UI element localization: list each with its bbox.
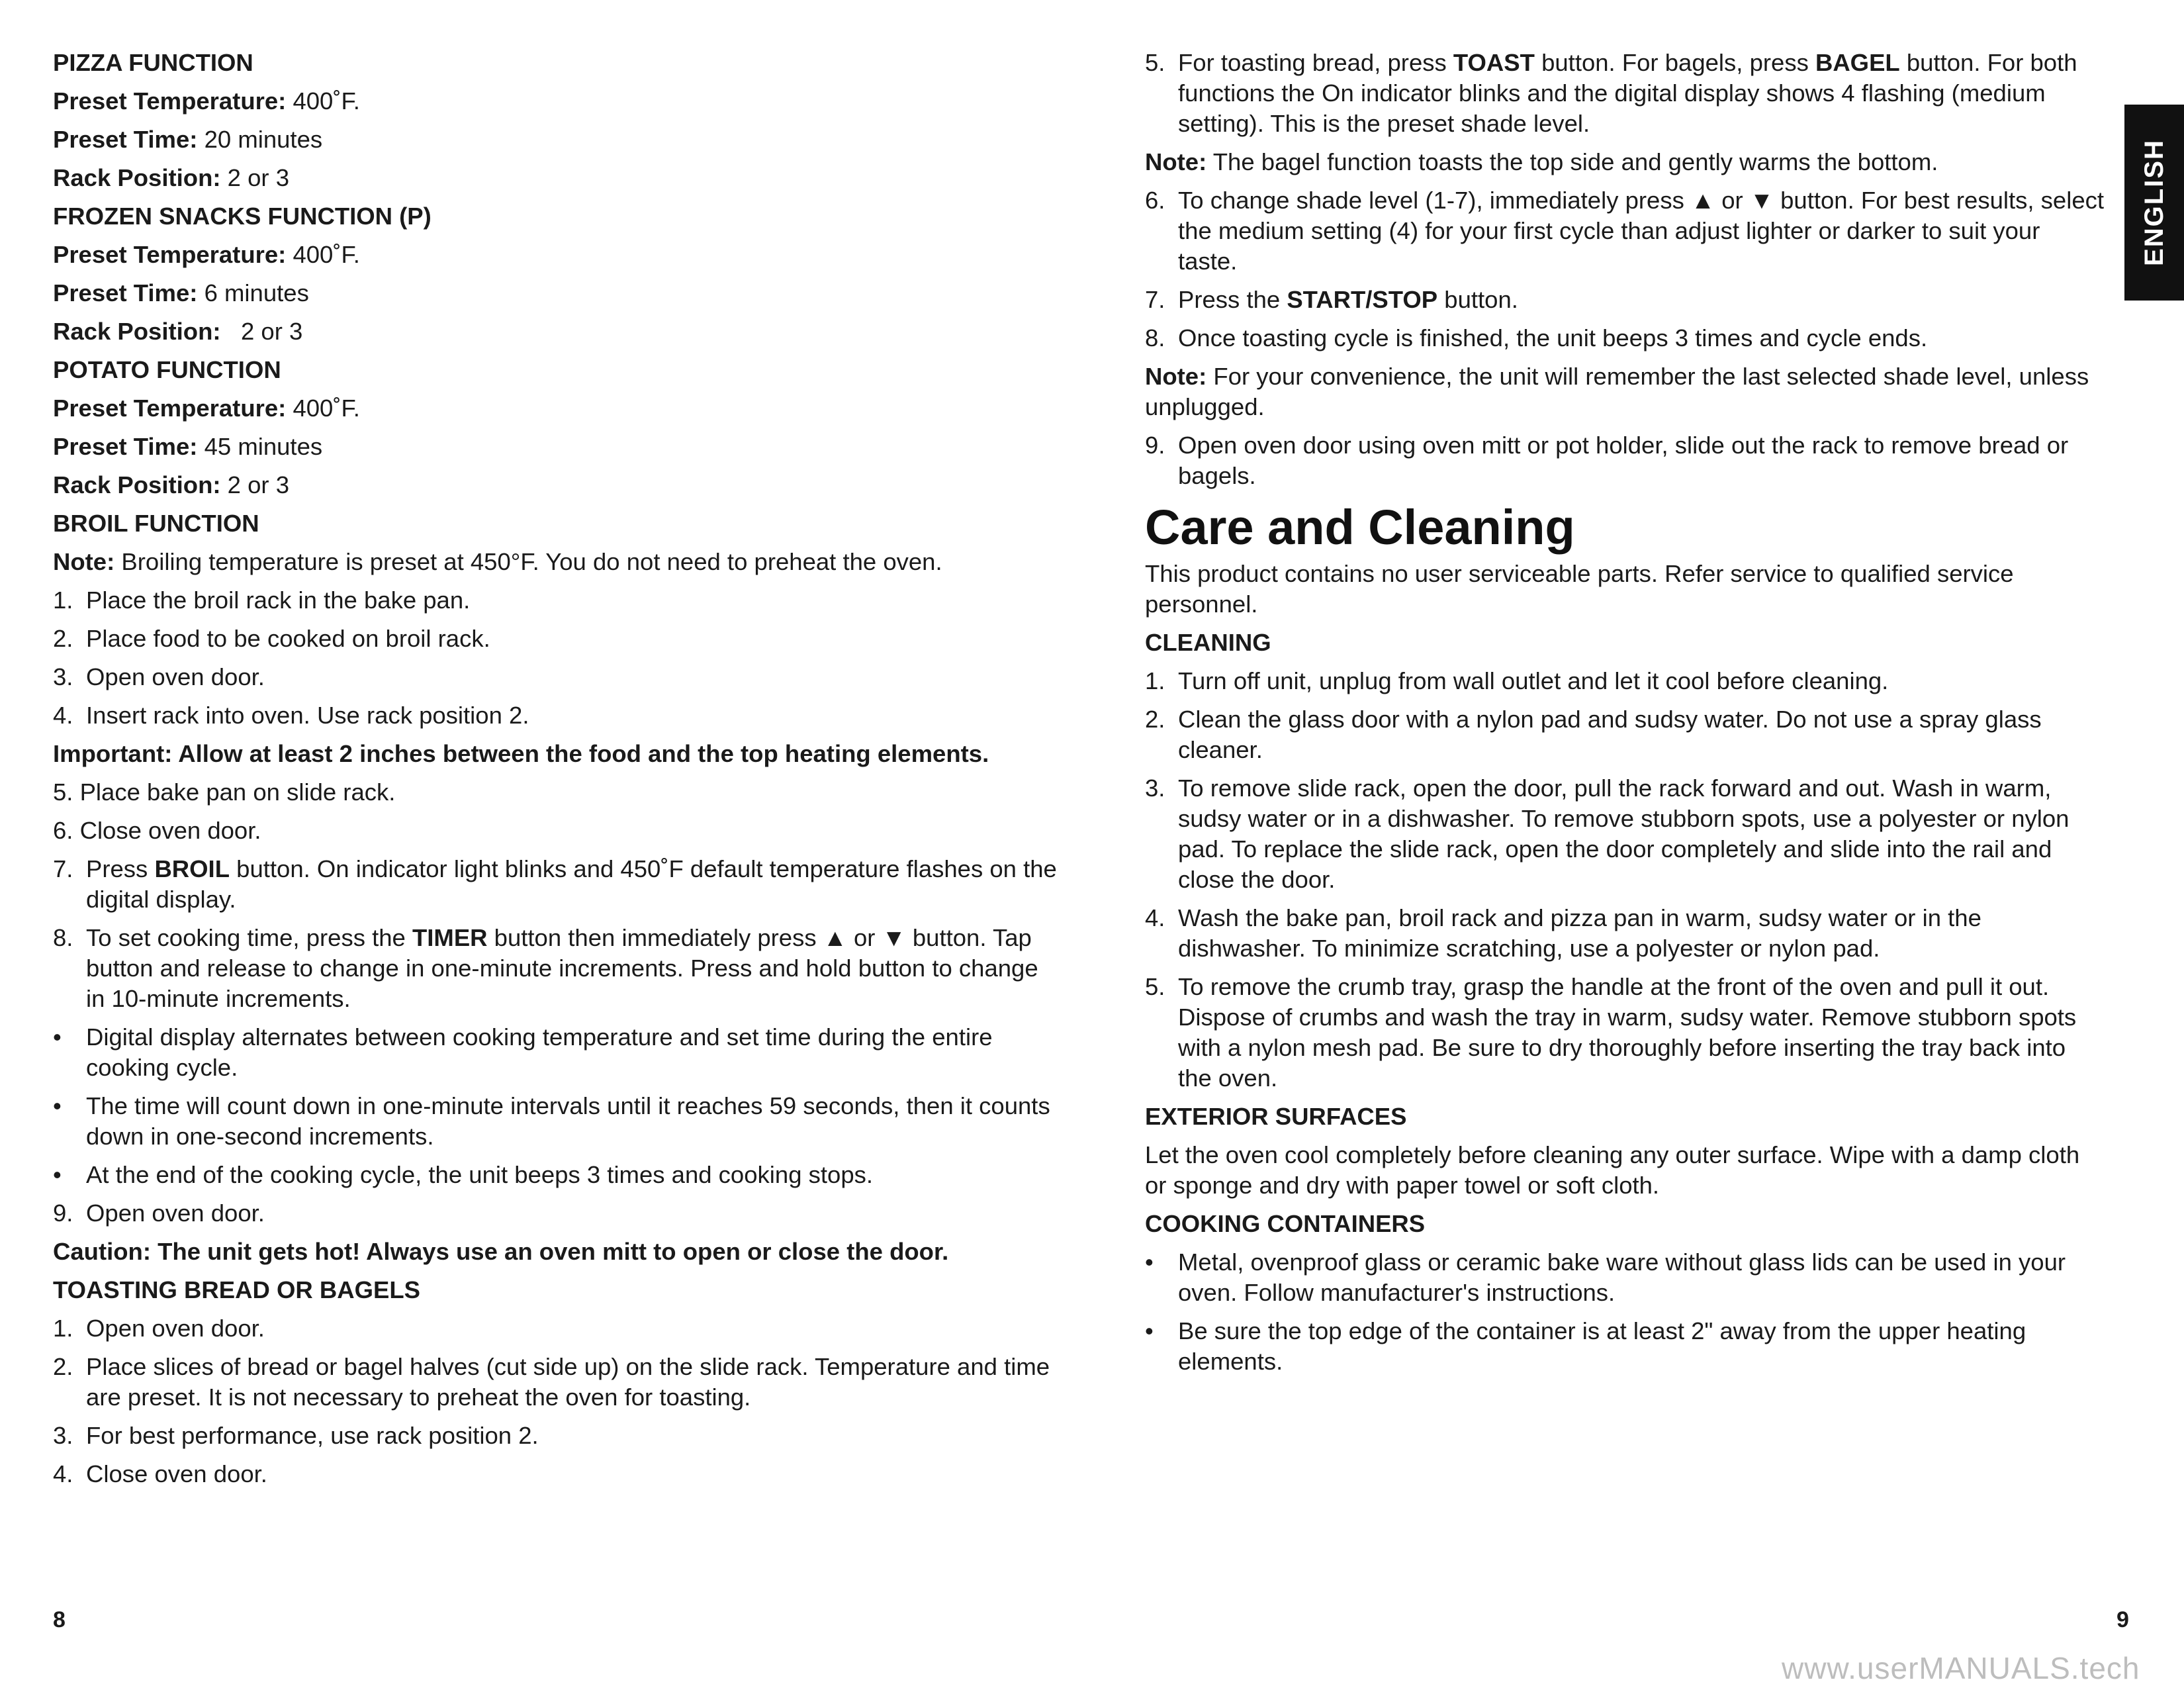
bullet-item: • At the end of the cooking cycle, the unit beeps 3 times and cooking stops. bbox=[53, 1161, 874, 1188]
list-item: 4. Insert rack into oven. Use rack position 2. bbox=[53, 702, 529, 729]
broil-bullets bbox=[53, 1022, 1059, 1190]
bullet-item: • Be sure the top edge of the container is at least 2" away from the upper heating elements. bbox=[1145, 1317, 2026, 1375]
list-item: 1. Place the broil rack in the bake pan. bbox=[53, 586, 471, 614]
toasting-steps-list bbox=[53, 1313, 1059, 1489]
toast-step-6: 6. To change shade level (1-7), immediately press ▲ or ▼ button. For best results, select the medium setting (4) for your first cycle than adjust lighter or darker to suit your taste. bbox=[1145, 187, 2105, 275]
broil-note: Note: Broiling temperature is preset at 450°F. You do not need to preheat the oven. bbox=[53, 548, 942, 575]
exterior-surfaces-heading: EXTERIOR SURFACES bbox=[1145, 1103, 1407, 1130]
care-intro: This product contains no user serviceable parts. Refer service to qualified service personnel. bbox=[1145, 560, 2014, 618]
cleaning-heading: CLEANING bbox=[1145, 629, 1271, 656]
broil-step-7: 7. Press BROIL button. On indicator light blinks and 450˚F default temperature flashes on the digital display. bbox=[53, 855, 1057, 913]
caution-notice: Caution: The unit gets hot! Always use an oven mitt to open or close the door. bbox=[53, 1238, 949, 1265]
frozen-snacks-heading: FROZEN SNACKS FUNCTION (P) bbox=[53, 203, 432, 230]
important-notice: Important: Allow at least 2 inches between the food and the top heating elements. bbox=[53, 740, 989, 767]
pizza-preset-time: Preset Time: 20 minutes bbox=[53, 126, 323, 153]
page-number-left: 8 bbox=[53, 1607, 66, 1632]
toasting-heading: TOASTING BREAD OR BAGELS bbox=[53, 1276, 420, 1303]
broil-step-8: 8. To set cooking time, press the TIMER button then immediately press ▲ or ▼ button. Tap button and release to change in one-minute increments. Press and hold button to change in 10-minute increments. bbox=[53, 924, 1038, 1012]
right-page-column bbox=[1145, 48, 2105, 1385]
pizza-preset-temperature: Preset Temperature: 400˚F. bbox=[53, 87, 360, 115]
list-item: 2. Clean the glass door with a nylon pad and sudsy water. Do not use a spray glass cleaner. bbox=[1145, 706, 2042, 763]
pizza-rack-position: Rack Position: 2 or 3 bbox=[53, 164, 290, 191]
toast-step-9: 9. Open oven door using oven mitt or pot holder, slide out the rack to remove bread or bagels. bbox=[1145, 432, 2069, 489]
potato-preset-temperature: Preset Temperature: 400˚F. bbox=[53, 395, 360, 422]
left-page-column bbox=[53, 48, 1059, 1497]
list-item: 2. Place slices of bread or bagel halves (cut side up) on the slide rack. Temperature and time are preset. It is not necessary to preheat the oven for toasting. bbox=[53, 1353, 1050, 1411]
frozen-rack-position: Rack Position: 2 or 3 bbox=[53, 318, 303, 345]
language-tab bbox=[2124, 105, 2184, 301]
list-item: 4. Close oven door. bbox=[53, 1460, 267, 1487]
broil-steps-list bbox=[53, 585, 1059, 731]
list-item: 4. Wash the bake pan, broil rack and pizza pan in warm, sudsy water or in the dishwasher. To minimize scratching, use a polyester or nylon pad. bbox=[1145, 904, 1981, 962]
list-item: 3. For best performance, use rack position 2. bbox=[53, 1422, 539, 1449]
potato-function-heading: POTATO FUNCTION bbox=[53, 356, 281, 383]
watermark: www.userMANUALS.tech bbox=[1782, 1651, 2140, 1685]
potato-preset-time: Preset Time: 45 minutes bbox=[53, 433, 323, 460]
bullet-item: • The time will count down in one-minute intervals until it reaches 59 seconds, then it counts down in one-second increments. bbox=[53, 1092, 1050, 1150]
cooking-containers-heading: COOKING CONTAINERS bbox=[1145, 1210, 1426, 1237]
toast-step-5: 5. For toasting bread, press TOAST button. For bagels, press BAGEL button. For both functions the On indicator blinks and the digital display shows 4 flashing (medium setting). This is the preset shade level. bbox=[1145, 49, 2077, 137]
broil-function-heading: BROIL FUNCTION bbox=[53, 510, 259, 537]
list-item: 1. Open oven door. bbox=[53, 1315, 265, 1342]
list-item: 5. To remove the crumb tray, grasp the handle at the front of the oven and pull it out. Dispose of crumbs and wash the tray in warm, sudsy water. Remove stubborn spots with a nylon mesh pad. Be sure to dry thoroughly before inserting the tray back into the oven. bbox=[1145, 973, 2077, 1092]
pizza-function-heading: PIZZA FUNCTION bbox=[53, 49, 253, 76]
broil-step-5: 5. Place bake pan on slide rack. bbox=[53, 778, 396, 806]
toast-step-7: 7. Press the START/STOP button. bbox=[1145, 286, 1518, 313]
language-tab-label: ENGLISH bbox=[2140, 139, 2169, 266]
exterior-surfaces-text: Let the oven cool completely before cleaning any outer surface. Wipe with a damp cloth or sponge and dry with paper towel or soft cloth. bbox=[1145, 1141, 2080, 1199]
list-item: 3. To remove slide rack, open the door, pull the rack forward and out. Wash in warm, sudsy water or in a dishwasher. To remove stubborn spots, use a polyester or nylon pad. To replace the slide rack, open the door completely and slide into the rail and close the door. bbox=[1145, 774, 2070, 893]
frozen-preset-temperature: Preset Temperature: 400˚F. bbox=[53, 241, 360, 268]
care-and-cleaning-title: Care and Cleaning bbox=[1145, 500, 1575, 555]
bullet-item: • Metal, ovenproof glass or ceramic bake ware without glass lids can be used in your oven. Follow manufacturer's instructions. bbox=[1145, 1248, 2066, 1306]
list-item: 2. Place food to be cooked on broil rack. bbox=[53, 625, 490, 652]
toast-step-8: 8. Once toasting cycle is finished, the unit beeps 3 times and cycle ends. bbox=[1145, 324, 1928, 352]
bagel-note: Note: The bagel function toasts the top side and gently warms the bottom. bbox=[1145, 148, 1938, 175]
potato-rack-position: Rack Position: 2 or 3 bbox=[53, 471, 290, 498]
page-number-right: 9 bbox=[2116, 1607, 2129, 1632]
cooking-containers-bullets bbox=[1145, 1247, 2105, 1377]
broil-step-9: 9. Open oven door. bbox=[53, 1199, 265, 1227]
bullet-item: • Digital display alternates between cooking temperature and set time during the entire cooking cycle. bbox=[53, 1023, 993, 1081]
frozen-preset-time: Preset Time: 6 minutes bbox=[53, 279, 309, 306]
list-item: 1. Turn off unit, unplug from wall outlet and let it cool before cleaning. bbox=[1145, 667, 1889, 694]
broil-step-6: 6. Close oven door. bbox=[53, 817, 261, 844]
cleaning-steps-list bbox=[1145, 666, 2105, 1094]
list-item: 3. Open oven door. bbox=[53, 663, 265, 690]
shade-memory-note: Note: For your convenience, the unit will remember the last selected shade level, unless unplugged. bbox=[1145, 363, 2089, 420]
